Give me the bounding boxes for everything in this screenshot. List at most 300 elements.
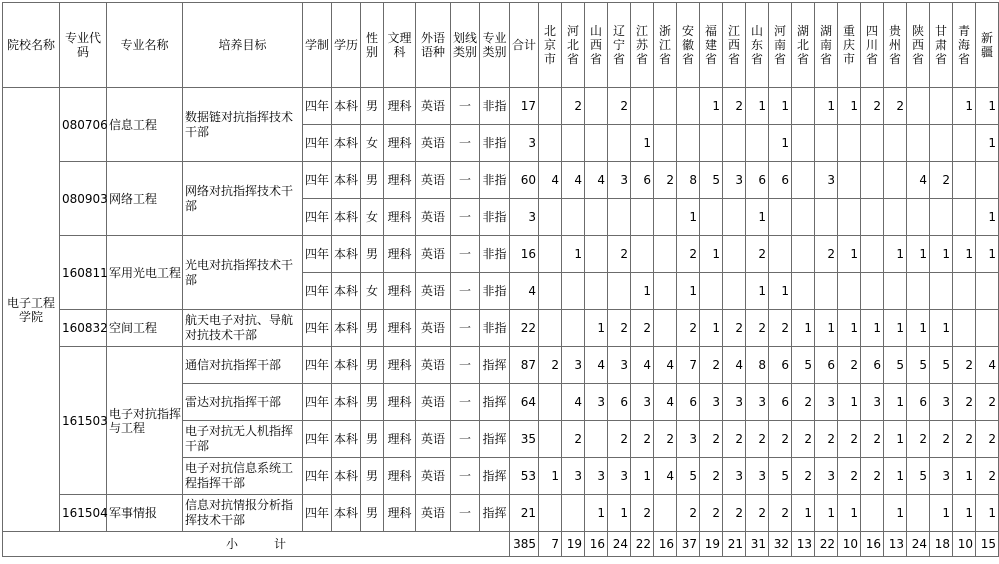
province-quota-cell [654,495,677,532]
province-quota-cell [585,236,608,273]
language-cell: 英语 [416,421,451,458]
gender-cell: 女 [361,125,384,162]
province-quota-cell: 2 [700,421,723,458]
duration-cell: 四年 [303,495,332,532]
province-quota-cell: 3 [608,458,631,495]
province-quota-cell [700,273,723,310]
province-quota-cell: 5 [792,347,815,384]
gender-cell: 男 [361,347,384,384]
province-quota-cell: 2 [677,495,700,532]
province-quota-cell: 7 [677,347,700,384]
col-gender: 性别 [361,3,384,88]
line-type-cell: 一 [451,125,480,162]
province-quota-cell: 3 [608,347,631,384]
province-quota-cell [654,273,677,310]
province-quota-cell: 2 [677,236,700,273]
province-quota-cell: 5 [700,162,723,199]
training-goal-cell: 电子对抗信息系统工程指挥干部 [183,458,303,495]
subtotal-province-cell: 10 [953,532,976,557]
province-quota-cell [930,273,953,310]
duration-cell: 四年 [303,384,332,421]
subtotal-province-cell: 22 [631,532,654,557]
major-name-cell: 网络工程 [107,162,183,236]
province-quota-cell: 2 [861,88,884,125]
province-quota-cell: 2 [930,421,953,458]
col-province: 北京市 [539,3,562,88]
province-quota-cell: 1 [746,88,769,125]
col-province: 四川省 [861,3,884,88]
col-province: 青海省 [953,3,976,88]
degree-cell: 本科 [332,273,361,310]
province-quota-cell: 1 [631,125,654,162]
track-cell: 理科 [384,495,416,532]
province-quota-cell [539,495,562,532]
province-quota-cell: 1 [608,495,631,532]
province-quota-cell: 2 [700,458,723,495]
province-quota-cell [792,88,815,125]
province-quota-cell: 2 [723,495,746,532]
province-quota-cell [953,199,976,236]
province-quota-cell: 4 [654,458,677,495]
province-quota-cell: 2 [700,495,723,532]
province-quota-cell [884,273,907,310]
province-quota-cell: 1 [677,199,700,236]
province-quota-cell: 1 [585,495,608,532]
province-quota-cell [539,88,562,125]
track-cell: 理科 [384,88,416,125]
province-quota-cell: 3 [815,458,838,495]
subtotal-province-cell: 10 [838,532,861,557]
major-type-cell: 非指 [480,162,510,199]
gender-cell: 男 [361,458,384,495]
province-quota-cell [907,88,930,125]
language-cell: 英语 [416,236,451,273]
track-cell: 理科 [384,310,416,347]
track-cell: 理科 [384,162,416,199]
col-goal: 培养目标 [183,3,303,88]
province-quota-cell [838,273,861,310]
province-quota-cell: 1 [746,273,769,310]
province-quota-cell: 3 [930,384,953,421]
province-quota-cell: 3 [700,384,723,421]
province-quota-cell: 2 [792,458,815,495]
province-quota-cell: 1 [884,458,907,495]
track-cell: 理科 [384,125,416,162]
duration-cell: 四年 [303,199,332,236]
major-name-cell: 信息工程 [107,88,183,162]
total-cell: 4 [510,273,539,310]
province-quota-cell: 2 [723,88,746,125]
province-quota-cell: 1 [884,310,907,347]
major-type-cell: 非指 [480,310,510,347]
major-type-cell: 指挥 [480,421,510,458]
province-quota-cell: 2 [700,347,723,384]
province-quota-cell: 2 [838,421,861,458]
gender-cell: 男 [361,310,384,347]
col-line-type: 划线类别 [451,3,480,88]
major-type-cell: 指挥 [480,458,510,495]
province-quota-cell: 2 [608,88,631,125]
major-name-cell: 电子对抗指挥与工程 [107,347,183,495]
total-cell: 60 [510,162,539,199]
track-cell: 理科 [384,236,416,273]
province-quota-cell: 6 [815,347,838,384]
province-quota-cell [631,88,654,125]
province-quota-cell: 1 [953,495,976,532]
province-quota-cell: 2 [677,310,700,347]
line-type-cell: 一 [451,88,480,125]
province-quota-cell [884,125,907,162]
language-cell: 英语 [416,199,451,236]
line-type-cell: 一 [451,458,480,495]
province-quota-cell: 2 [884,88,907,125]
total-cell: 35 [510,421,539,458]
province-quota-cell: 1 [815,495,838,532]
duration-cell: 四年 [303,125,332,162]
subtotal-province-cell: 19 [700,532,723,557]
gender-cell: 男 [361,495,384,532]
province-quota-cell [585,88,608,125]
province-quota-cell [700,199,723,236]
province-quota-cell: 1 [700,236,723,273]
province-quota-cell [585,199,608,236]
province-quota-cell: 2 [562,88,585,125]
province-quota-cell: 2 [838,347,861,384]
province-quota-cell: 3 [815,384,838,421]
college-cell: 电子工程学院 [3,88,60,532]
province-quota-cell: 1 [838,495,861,532]
subtotal-province-cell: 16 [654,532,677,557]
province-quota-cell: 2 [769,495,792,532]
degree-cell: 本科 [332,236,361,273]
province-quota-cell: 1 [930,495,953,532]
province-quota-cell [861,236,884,273]
province-quota-cell: 2 [953,347,976,384]
province-quota-cell: 1 [953,458,976,495]
province-quota-cell: 2 [654,421,677,458]
province-quota-cell [769,236,792,273]
col-province: 重庆市 [838,3,861,88]
province-quota-cell: 1 [930,310,953,347]
col-major-type: 专业类别 [480,3,510,88]
col-degree: 学历 [332,3,361,88]
province-quota-cell: 1 [769,125,792,162]
province-quota-cell: 3 [861,384,884,421]
province-quota-cell: 2 [562,421,585,458]
gender-cell: 男 [361,384,384,421]
province-quota-cell: 1 [884,384,907,421]
province-quota-cell: 1 [539,458,562,495]
major-type-cell: 非指 [480,236,510,273]
province-quota-cell: 3 [930,458,953,495]
degree-cell: 本科 [332,88,361,125]
province-quota-cell: 2 [723,421,746,458]
total-cell: 3 [510,199,539,236]
language-cell: 英语 [416,310,451,347]
province-quota-cell: 1 [562,236,585,273]
province-quota-cell [792,236,815,273]
major-type-cell: 非指 [480,125,510,162]
province-quota-cell [953,125,976,162]
duration-cell: 四年 [303,273,332,310]
province-quota-cell [654,310,677,347]
subtotal-province-cell: 24 [608,532,631,557]
province-quota-cell [723,125,746,162]
province-quota-cell: 6 [677,384,700,421]
province-quota-cell: 2 [723,310,746,347]
col-province: 陕西省 [907,3,930,88]
province-quota-cell: 2 [631,310,654,347]
total-cell: 53 [510,458,539,495]
total-cell: 64 [510,384,539,421]
line-type-cell: 一 [451,236,480,273]
province-quota-cell [654,88,677,125]
language-cell: 英语 [416,125,451,162]
province-quota-cell: 8 [746,347,769,384]
gender-cell: 男 [361,236,384,273]
subtotal-province-cell: 19 [562,532,585,557]
province-quota-cell [631,236,654,273]
province-quota-cell: 1 [838,310,861,347]
degree-cell: 本科 [332,125,361,162]
language-cell: 英语 [416,495,451,532]
province-quota-cell: 4 [539,162,562,199]
major-type-cell: 指挥 [480,347,510,384]
col-track: 文理科 [384,3,416,88]
province-quota-cell: 2 [907,421,930,458]
province-quota-cell [746,125,769,162]
province-quota-cell [562,273,585,310]
col-province: 湖南省 [815,3,838,88]
province-quota-cell: 1 [838,236,861,273]
province-quota-cell: 3 [562,458,585,495]
language-cell: 英语 [416,384,451,421]
col-major: 专业名称 [107,3,183,88]
col-province: 浙江省 [654,3,677,88]
col-language: 外语语种 [416,3,451,88]
province-quota-cell [861,199,884,236]
subtotal-total: 385 [510,532,539,557]
province-quota-cell: 2 [930,162,953,199]
province-quota-cell: 1 [976,199,999,236]
line-type-cell: 一 [451,310,480,347]
province-quota-cell: 1 [976,236,999,273]
province-quota-cell: 6 [631,162,654,199]
col-province: 河南省 [769,3,792,88]
province-quota-cell: 8 [677,162,700,199]
subtotal-province-cell: 31 [746,532,769,557]
col-province: 福建省 [700,3,723,88]
col-total: 合计 [510,3,539,88]
track-cell: 理科 [384,347,416,384]
duration-cell: 四年 [303,458,332,495]
col-province: 湖北省 [792,3,815,88]
track-cell: 理科 [384,273,416,310]
province-quota-cell [585,273,608,310]
training-goal-cell: 雷达对抗指挥干部 [183,384,303,421]
province-quota-cell: 2 [976,384,999,421]
province-quota-cell: 2 [815,421,838,458]
degree-cell: 本科 [332,199,361,236]
province-quota-cell [608,199,631,236]
major-code-cell: 080903 [60,162,107,236]
training-goal-cell: 光电对抗指挥技术干部 [183,236,303,310]
province-quota-cell [815,125,838,162]
line-type-cell: 一 [451,199,480,236]
total-cell: 87 [510,347,539,384]
province-quota-cell [677,88,700,125]
major-name-cell: 军用光电工程 [107,236,183,310]
province-quota-cell: 6 [608,384,631,421]
province-quota-cell: 4 [562,384,585,421]
table-body [3,88,999,557]
col-province: 山东省 [746,3,769,88]
province-quota-cell: 5 [907,347,930,384]
province-quota-cell [562,495,585,532]
province-quota-cell: 1 [930,236,953,273]
province-quota-cell [585,421,608,458]
province-quota-cell: 1 [677,273,700,310]
province-quota-cell: 3 [677,421,700,458]
major-type-cell: 非指 [480,273,510,310]
line-type-cell: 一 [451,384,480,421]
province-quota-cell [608,273,631,310]
major-name-cell: 空间工程 [107,310,183,347]
province-quota-cell: 4 [562,162,585,199]
subtotal-province-cell: 22 [815,532,838,557]
province-quota-cell: 6 [746,162,769,199]
province-quota-cell [539,310,562,347]
province-quota-cell: 1 [861,310,884,347]
table-row [3,347,999,384]
degree-cell: 本科 [332,384,361,421]
major-name-cell: 军事情报 [107,495,183,532]
province-quota-cell [838,162,861,199]
major-code-cell: 161503 [60,347,107,495]
province-quota-cell: 2 [769,421,792,458]
duration-cell: 四年 [303,310,332,347]
province-quota-cell [723,236,746,273]
training-goal-cell: 航天电子对抗、导航对抗技术干部 [183,310,303,347]
province-quota-cell [539,199,562,236]
province-quota-cell [654,125,677,162]
table-row [3,310,999,347]
degree-cell: 本科 [332,421,361,458]
subtotal-province-cell: 24 [907,532,930,557]
training-goal-cell: 网络对抗指挥技术干部 [183,162,303,236]
province-quota-cell: 3 [723,384,746,421]
degree-cell: 本科 [332,310,361,347]
province-quota-cell: 1 [815,88,838,125]
province-quota-cell: 1 [585,310,608,347]
province-quota-cell: 6 [769,347,792,384]
track-cell: 理科 [384,199,416,236]
province-quota-cell: 4 [976,347,999,384]
col-province: 江西省 [723,3,746,88]
gender-cell: 女 [361,273,384,310]
province-quota-cell: 1 [700,310,723,347]
degree-cell: 本科 [332,458,361,495]
province-quota-cell: 3 [746,384,769,421]
col-province: 新疆 [976,3,999,88]
degree-cell: 本科 [332,495,361,532]
subtotal-row [3,532,999,557]
line-type-cell: 一 [451,421,480,458]
province-quota-cell: 1 [769,273,792,310]
subtotal-province-cell: 37 [677,532,700,557]
province-quota-cell [539,421,562,458]
province-quota-cell [838,125,861,162]
col-province: 甘肃省 [930,3,953,88]
province-quota-cell: 2 [746,495,769,532]
subtotal-province-cell: 32 [769,532,792,557]
major-code-cell: 080706 [60,88,107,162]
major-type-cell: 指挥 [480,495,510,532]
major-code-cell: 161504 [60,495,107,532]
province-quota-cell: 6 [769,384,792,421]
province-quota-cell [608,125,631,162]
province-quota-cell [976,310,999,347]
province-quota-cell: 1 [792,310,815,347]
province-quota-cell [792,125,815,162]
track-cell: 理科 [384,384,416,421]
province-quota-cell [792,199,815,236]
table-row [3,495,999,532]
major-code-cell: 160811 [60,236,107,310]
province-quota-cell: 1 [976,125,999,162]
province-quota-cell: 2 [861,458,884,495]
province-quota-cell: 1 [631,458,654,495]
total-cell: 21 [510,495,539,532]
province-quota-cell [792,273,815,310]
province-quota-cell: 3 [562,347,585,384]
province-quota-cell [585,125,608,162]
province-quota-cell: 2 [608,421,631,458]
province-quota-cell [976,273,999,310]
province-quota-cell [884,199,907,236]
major-code-cell: 160832 [60,310,107,347]
line-type-cell: 一 [451,347,480,384]
province-quota-cell: 1 [907,310,930,347]
duration-cell: 四年 [303,347,332,384]
subtotal-province-cell: 16 [861,532,884,557]
gender-cell: 男 [361,88,384,125]
total-cell: 17 [510,88,539,125]
gender-cell: 男 [361,421,384,458]
province-quota-cell: 1 [976,88,999,125]
table-row [3,236,999,273]
province-quota-cell: 3 [608,162,631,199]
province-quota-cell: 4 [585,162,608,199]
language-cell: 英语 [416,347,451,384]
major-type-cell: 非指 [480,199,510,236]
province-quota-cell: 1 [953,236,976,273]
province-quota-cell: 6 [907,384,930,421]
language-cell: 英语 [416,162,451,199]
subtotal-province-cell: 7 [539,532,562,557]
province-quota-cell: 1 [631,273,654,310]
language-cell: 英语 [416,273,451,310]
province-quota-cell: 2 [539,347,562,384]
province-quota-cell: 2 [815,236,838,273]
major-type-cell: 非指 [480,88,510,125]
province-quota-cell: 2 [861,421,884,458]
province-quota-cell: 2 [953,421,976,458]
province-quota-cell: 1 [746,199,769,236]
province-quota-cell: 1 [884,236,907,273]
province-quota-cell: 1 [884,495,907,532]
training-goal-cell: 电子对抗无人机指挥干部 [183,421,303,458]
